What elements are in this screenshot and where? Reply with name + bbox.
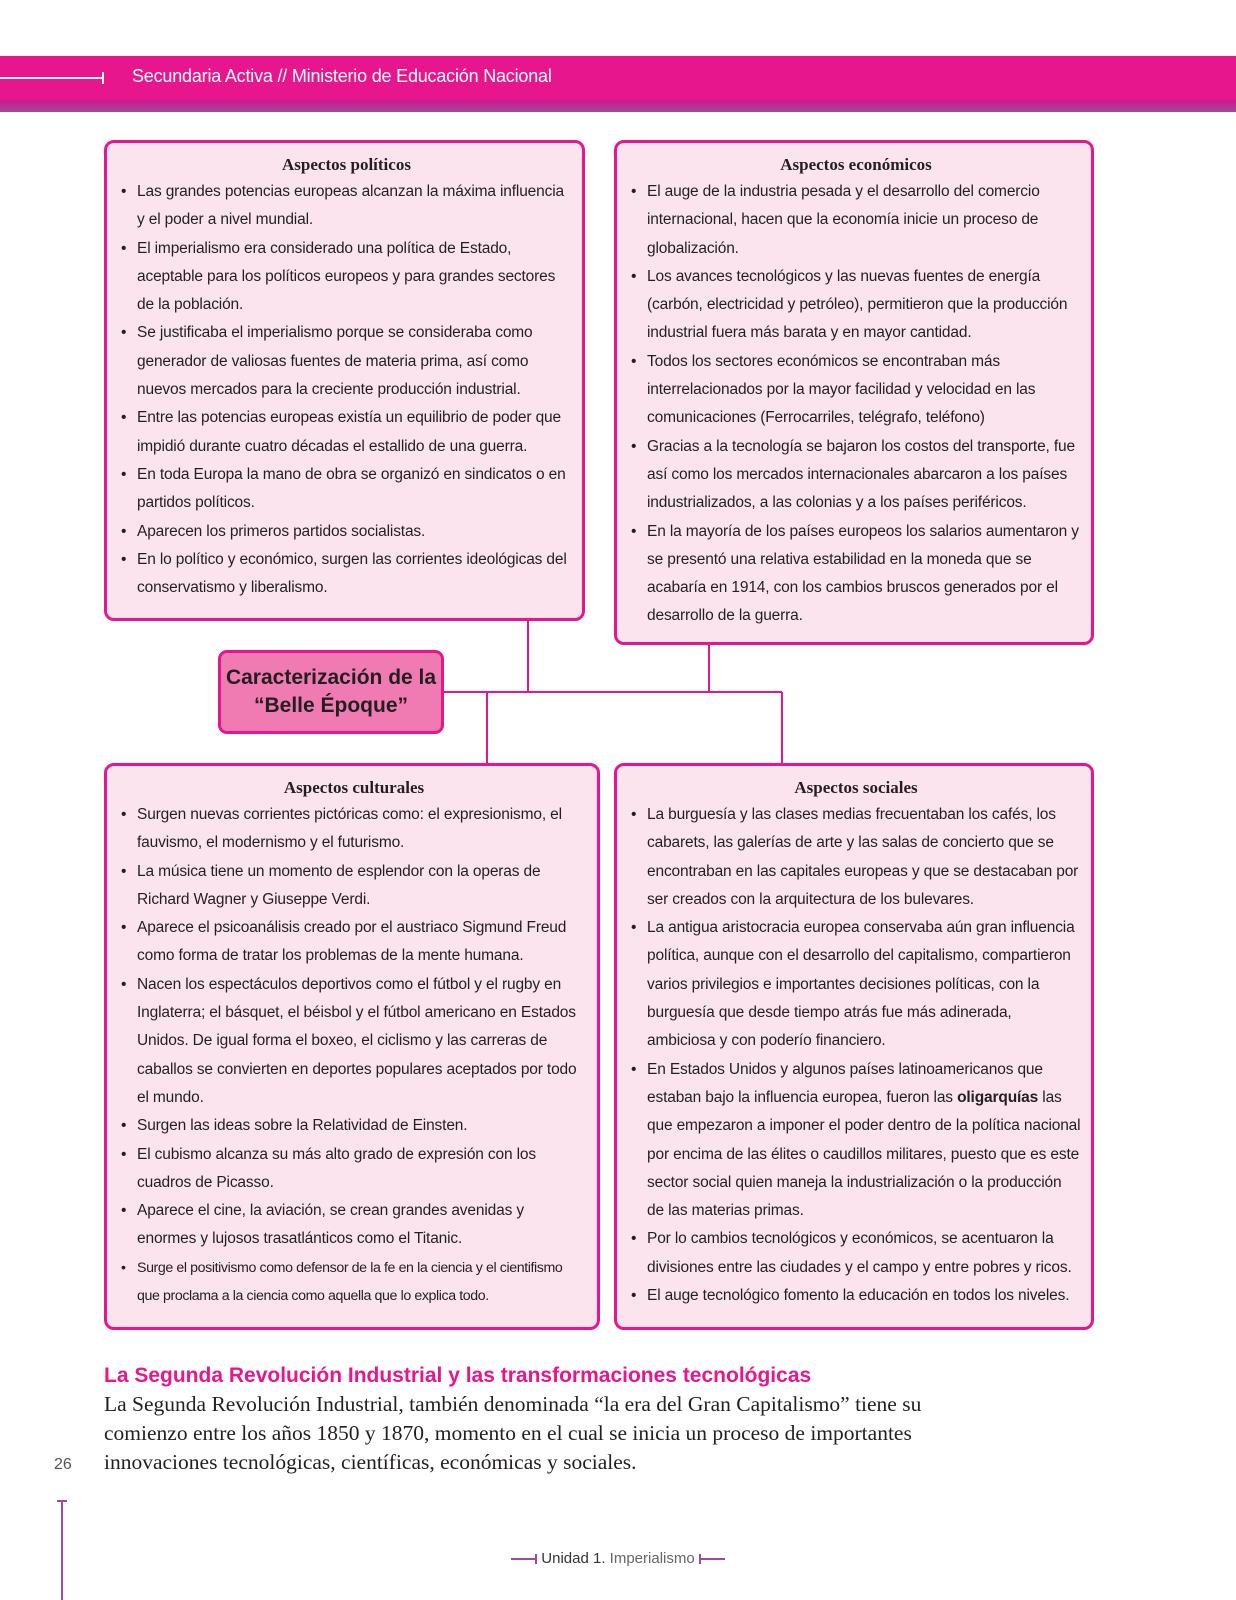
footer-rule-left <box>511 1558 537 1560</box>
box-aspectos-economicos <box>614 140 1094 645</box>
list-item: • En lo político y económico, surgen las corrientes ideológicas del conservatismo y liberalismo. <box>121 546 572 603</box>
box-title: Aspectos económicos <box>780 155 932 174</box>
list-item: • La antigua aristocracia europea conservaba aún gran influencia política, aunque con el desarrollo del capitalismo, compartieron varios privilegios e importantes decisiones políticas, con la burguesía que desde tiempo atrás fue más adinerada, ambiciosa y con poderío financiero. <box>631 914 1081 1055</box>
list-item <box>631 1056 1081 1226</box>
list-item: • Surge el positivismo como defensor de la fe en la ciencia y el cientifismo que proclama a la ciencia como aquella que lo explica todo. <box>121 1254 587 1311</box>
box-title: Aspectos políticos <box>282 155 411 174</box>
list-item: • La burguesía y las clases medias frecuentaban los cafés, los cabarets, las galerías de arte y las salas de concierto que se encontraban en las capitales europeas y que se destacaban por ser creados con la arquitectura de los bulevares. <box>631 801 1081 914</box>
box-title: Aspectos sociales <box>794 778 918 797</box>
box-aspectos-politicos <box>104 140 585 621</box>
list-item: • El imperialismo era considerado una política de Estado, aceptable para los políticos europeos y para grandes sectores de la población. <box>121 235 572 320</box>
list-item: • Se justificaba el imperialismo porque se consideraba como generador de valiosas fuentes de materia prima, así como nuevos mercados para la creciente producción industrial. <box>121 319 572 404</box>
list-item: • El cubismo alcanza su más alto grado de expresión con los cuadros de Picasso. <box>121 1141 587 1198</box>
footer-rule-right <box>699 1558 725 1560</box>
header-tick <box>102 72 104 84</box>
list-item: • Las grandes potencias europeas alcanzan la máxima influencia y el poder a nivel mundial. <box>121 178 572 235</box>
box-aspectos-culturales <box>104 763 600 1330</box>
bullet-list <box>121 178 572 602</box>
box-title: Aspectos culturales <box>283 778 425 797</box>
list-item: • Gracias a la tecnología se bajaron los costos del transporte, fue así como los mercados internacionales abarcaron a los países industrializados, a las colonias y a los países periféricos. <box>631 433 1081 518</box>
center-node-line-2: “Belle Époque” <box>253 694 409 717</box>
list-item: • En la mayoría de los países europeos los salarios aumentaron y se presentó una relativa estabilidad en la moneda que se acabaría en 1914, con los cambios bruscos generados por el desarrollo de la guerra. <box>631 518 1081 631</box>
list-item: • Aparece el cine, la aviación, se crean grandes avenidas y enormes y lujosos trasatlánticos como el Titanic. <box>121 1197 587 1254</box>
list-item: • Entre las potencias europeas existía un equilibrio de poder que impidió durante cuatro décadas el estallido de una guerra. <box>121 404 572 461</box>
list-item: • Surgen nuevas corrientes pictóricas como: el expresionismo, el fauvismo, el modernismo y el futurismo. <box>121 801 587 858</box>
item-bold-term: oligarquías <box>957 1088 1039 1106</box>
item-text: En Estados Unidos y algunos países latinoamericanos que estaban bajo la influencia europea, fueron las <box>647 1060 1043 1106</box>
list-item: • La música tiene un momento de esplendor con la operas de Richard Wagner y Giuseppe Verdi. <box>121 858 587 915</box>
section-body: La Segunda Revolución Industrial, también denominada “la era del Gran Capitalismo” tiene su comienzo entre los años 1850 y 1870, momento en el cual se inicia un proceso de importantes innovaciones tecnológicas, científicas, económicas y sociales. <box>104 1392 922 1474</box>
bullet-list <box>121 801 587 1310</box>
header-accent-strip <box>0 100 1236 112</box>
bullet-list <box>631 178 1081 631</box>
page-number: 26 <box>54 1456 72 1473</box>
header-rule <box>0 77 104 79</box>
section-heading: La Segunda Revolución Industrial y las transformaciones tecnológicas <box>104 1364 812 1387</box>
center-node-line-1: Caracterización de la <box>225 666 437 689</box>
bullet-list <box>631 801 1081 1310</box>
list-item: • En toda Europa la mano de obra se organizó en sindicatos o en partidos políticos. <box>121 461 572 518</box>
box-aspectos-sociales <box>614 763 1094 1330</box>
list-item: • El auge tecnológico fomento la educación en todos los niveles. <box>631 1282 1081 1310</box>
item-text: las que empezaron a imponer el poder dentro de la política nacional por encima de las élites o caudillos militares, puesto que es este sector social quien maneja la industrialización o la producción de las materias primas. <box>647 1088 1081 1220</box>
list-item: • Nacen los espectáculos deportivos como el fútbol y el rugby en Inglaterra; el básquet, el béisbol y el fútbol americano en Estados Unidos. De igual forma el boxeo, el ciclismo y las carreras de caballos se convierten en deportes populares aceptados por todo el mundo. <box>121 971 587 1112</box>
list-item: • Surgen las ideas sobre la Relatividad de Einsten. <box>121 1112 587 1140</box>
list-item: • El auge de la industria pesada y el desarrollo del comercio internacional, hacen que la economía inicie un proceso de globalización. <box>631 178 1081 263</box>
footer-topic: Imperialismo <box>609 1550 695 1567</box>
list-item: • Los avances tecnológicos y las nuevas fuentes de energía (carbón, electricidad y petróleo), permitieron que la producción industrial fuera más barata y en mayor cantidad. <box>631 263 1081 348</box>
footer-unit: Unidad 1. <box>541 1550 606 1567</box>
concept-map-center-node <box>218 650 444 734</box>
list-item: • Todos los sectores económicos se encontraban más interrelacionados por la mayor facilidad y velocidad en las comunicaciones (Ferrocarriles, telégrafo, teléfono) <box>631 348 1081 433</box>
list-item: • Aparecen los primeros partidos socialistas. <box>121 518 572 546</box>
list-item: • Aparece el psicoanálisis creado por el austriaco Sigmund Freud como forma de tratar los problemas de la mente humana. <box>121 914 587 971</box>
header-title: Secundaria Activa // Ministerio de Educación Nacional <box>132 66 552 86</box>
list-item: • Por lo cambios tecnológicos y económicos, se acentuaron la divisiones entre las ciudades y el campo y entre pobres y ricos. <box>631 1225 1081 1282</box>
footer <box>0 1550 1236 1567</box>
